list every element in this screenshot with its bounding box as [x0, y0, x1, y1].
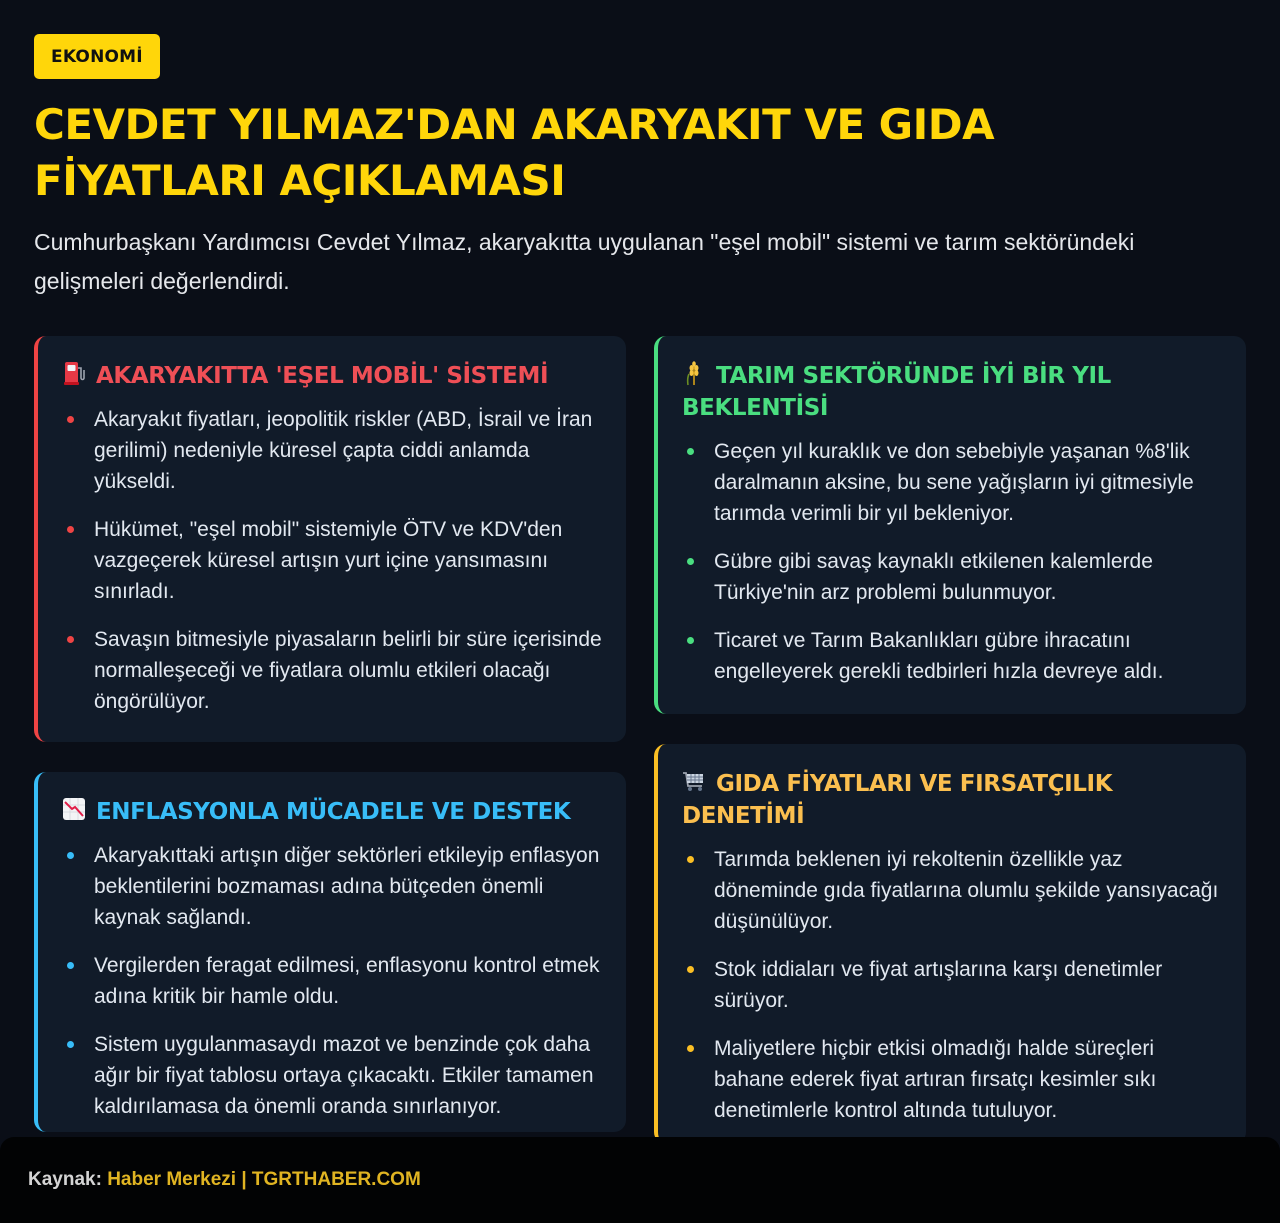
bullet-dot — [687, 448, 694, 455]
card-heading — [62, 796, 604, 828]
bullet-dot — [67, 416, 74, 423]
shopping-cart-icon — [682, 768, 706, 794]
source-label: Kaynak: — [28, 1169, 102, 1190]
bullet-dot — [687, 856, 694, 863]
list-item — [62, 840, 604, 933]
page-title: CEVDET YILMAZ'DAN AKARYAKIT VE GIDA FİYATLARI AÇIKLAMASI — [34, 100, 995, 205]
list-item — [62, 624, 604, 717]
bullet-list — [682, 436, 1224, 687]
list-item-text: Geçen yıl kuraklık ve don sebebiyle yaşanan %8'lik daralmanın aksine, bu sene yağışların iyi gitmesiyle tarımda verimli bir yıl bekleniyor. — [714, 440, 1194, 525]
category-badge: EKONOMİ — [34, 34, 160, 79]
card-title: AKARYAKITTA 'EŞEL MOBİL' SİSTEMİ — [96, 363, 549, 389]
list-item-text: Tarımda beklenen iyi rekoltenin özellikle yaz döneminde gıda fiyatlarına olumlu şekilde yansıyacağı düşünülüyor. — [714, 848, 1219, 933]
bullet-dot — [687, 637, 694, 644]
list-item — [682, 625, 1224, 687]
bullet-list — [62, 840, 604, 1122]
card-heading — [62, 360, 604, 392]
wheat-icon — [682, 360, 706, 386]
infographic-page — [0, 0, 1280, 301]
list-item — [682, 954, 1224, 1016]
list-item — [62, 514, 604, 607]
bullet-dot — [67, 1041, 74, 1048]
list-item-text: Savaşın bitmesiyle piyasaların belirli bir süre içerisinde normalleşeceği ve fiyatlara olumlu etkileri olacağı öngörülüyor. — [94, 628, 602, 713]
list-item — [682, 546, 1224, 608]
card-fuel-escalator — [34, 336, 626, 742]
source-footer — [0, 1137, 1280, 1223]
list-item — [62, 1029, 604, 1122]
bullet-dot — [687, 1045, 694, 1052]
bullet-dot — [67, 852, 74, 859]
bullet-dot — [687, 966, 694, 973]
card-inflation — [34, 772, 626, 1132]
bullet-dot — [67, 962, 74, 969]
list-item-text: Akaryakıttaki artışın diğer sektörleri etkileyip enflasyon beklentilerini bozmaması adına bütçeden önemli kaynak sağlandı. — [94, 844, 600, 929]
list-item-text: Sistem uygulanmasaydı mazot ve benzinde çok daha ağır bir fiyat tablosu ortaya çıkacaktı. Etkiler tamamen kaldırılamasa da önemli oranda sınırlanıyor. — [94, 1033, 594, 1118]
list-item-text: Gübre gibi savaş kaynaklı etkilenen kalemlerde Türkiye'nin arz problemi bulunmuyor. — [714, 550, 1153, 604]
fuel-pump-icon — [62, 360, 86, 386]
card-title: GIDA FİYATLARI VE FIRSATÇILIK DENETİMİ — [682, 771, 1113, 829]
bullet-list — [62, 404, 604, 717]
list-item — [682, 1033, 1224, 1126]
list-item-text: Ticaret ve Tarım Bakanlıkları gübre ihracatını engelleyerek gerekli tedbirleri hızla devreye aldı. — [714, 629, 1164, 683]
card-agriculture — [654, 336, 1246, 714]
page-subtitle: Cumhurbaşkanı Yardımcısı Cevdet Yılmaz, akaryakıtta uygulanan "eşel mobil" sistemi ve tarım sektöründeki gelişmeleri değerlendirdi. — [34, 229, 1135, 294]
list-item-text: Maliyetlere hiçbir etkisi olmadığı halde süreçleri bahane ederek fiyat artıran fırsatçı kesimler sıkı denetimlerle kontrol altında tutuluyor. — [714, 1037, 1157, 1122]
list-item — [62, 404, 604, 497]
card-title: TARIM SEKTÖRÜNDE İYİ BİR YIL BEKLENTİSİ — [682, 363, 1111, 421]
source-text: Haber Merkezi | TGRTHABER.COM — [107, 1169, 421, 1190]
list-item — [682, 844, 1224, 937]
list-item-text: Vergilerden feragat edilmesi, enflasyonu kontrol etmek adına kritik bir hamle oldu. — [94, 954, 600, 1008]
list-item — [682, 436, 1224, 529]
bullet-dot — [67, 636, 74, 643]
card-title: ENFLASYONLA MÜCADELE VE DESTEK — [96, 799, 571, 825]
bullet-dot — [687, 558, 694, 565]
list-item-text: Akaryakıt fiyatları, jeopolitik riskler (ABD, İsrail ve İran gerilimi) nedeniyle küresel çapta ciddi anlamda yükseldi. — [94, 408, 593, 493]
list-item-text: Stok iddiaları ve fiyat artışlarına karşı denetimler sürüyor. — [714, 958, 1163, 1012]
list-item — [62, 950, 604, 1012]
bullet-list — [682, 844, 1224, 1126]
chart-decreasing-icon — [62, 796, 86, 822]
list-item-text: Hükümet, "eşel mobil" sistemiyle ÖTV ve KDV'den vazgeçerek küresel artışın yurt içine yansımasını sınırladı. — [94, 518, 563, 603]
bullet-dot — [67, 526, 74, 533]
card-heading — [682, 768, 1224, 832]
card-heading — [682, 360, 1224, 424]
card-food-prices — [654, 744, 1246, 1144]
